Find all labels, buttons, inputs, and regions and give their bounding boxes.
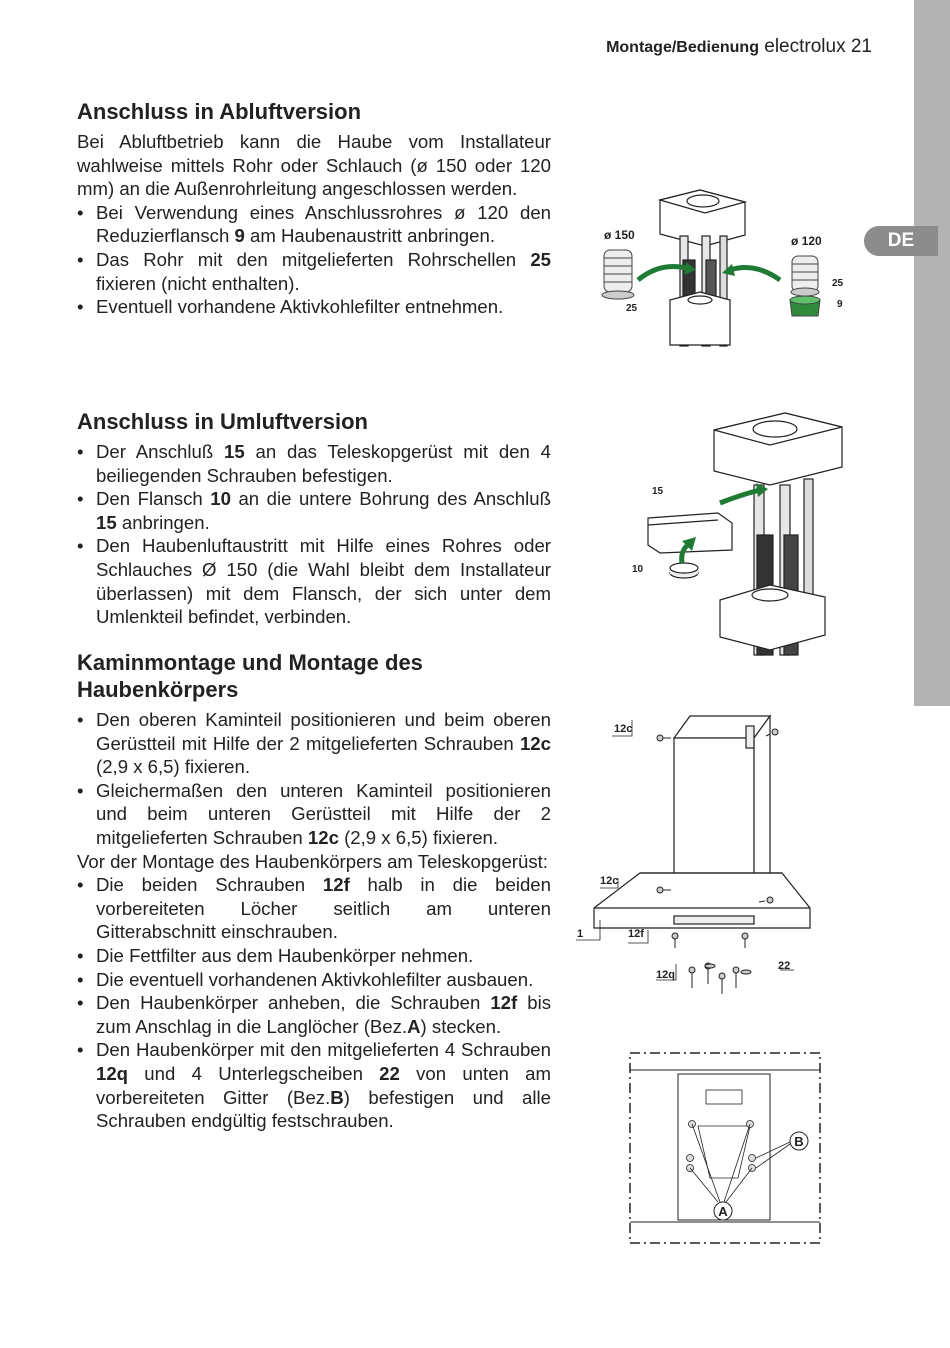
intro-paragraph: Bei Abluftbetrieb kann die Haube vom Installateur wahlweise mittels Rohr oder Schlauch (ø 150 oder 120 mm) an die Außenrohrleitung angeschlossen werden. <box>77 131 551 200</box>
list-item: • Den Haubenkörper anheben, die Schrauben 12f bis zum Anschlag in die Langlöcher (Bez.A) stecken. <box>77 991 551 1038</box>
section-title: Kaminmontage und Montage des Haubenkörpers <box>77 650 423 702</box>
label-9: 9 <box>837 299 843 310</box>
section-kaminmontage <box>77 649 551 1133</box>
label-25-left: 25 <box>626 303 638 314</box>
label-25-right: 25 <box>832 278 844 289</box>
section-title: Anschluss in Umluftversion <box>77 409 368 434</box>
bullet-list <box>77 708 551 850</box>
page-number: 21 <box>850 36 872 57</box>
figure-abluft <box>590 180 860 350</box>
list-item: • Bei Verwendung eines Anschlussrohres ø 120 den Reduzierflansch 9 am Haubenaustritt anbringen. <box>77 201 551 248</box>
label-12f: 12f <box>628 928 644 940</box>
section-abluft <box>77 98 551 319</box>
abluft-illustration <box>590 180 860 350</box>
label-15: 15 <box>652 486 664 497</box>
label-12c-mid: 12c <box>600 875 619 887</box>
label-120: ø 120 <box>791 234 822 248</box>
page-header <box>606 36 872 58</box>
figure-kaminmontage <box>570 708 820 998</box>
section-umluft <box>77 408 551 629</box>
figure-umluft <box>620 405 860 665</box>
paragraph: Vor der Montage des Haubenkörpers am Teleskopgerüst: <box>77 850 548 872</box>
label-a: A <box>718 1204 728 1219</box>
header-section: Montage/Bedienung <box>606 39 759 56</box>
bullet-list <box>77 201 551 319</box>
grid-detail-illustration <box>628 1050 824 1248</box>
list-item: • Die Fettfilter aus dem Haubenkörper nehmen. <box>77 944 551 968</box>
label-1: 1 <box>577 928 584 940</box>
kaminmontage-illustration <box>570 708 820 998</box>
list-item: • Den Flansch 10 an die untere Bohrung des Anschluß 15 anbringen. <box>77 487 551 534</box>
list-item: • Die beiden Schrauben 12f halb in die beiden vorbereiteten Löcher seitlich am unteren Gitterabschnitt einschrauben. <box>77 873 551 944</box>
language-badge: DE <box>864 226 938 256</box>
figure-grid-detail <box>628 1050 824 1248</box>
list-item: • Eventuell vorhandene Aktivkohlefilter entnehmen. <box>77 295 551 319</box>
bullet-list <box>77 873 551 1133</box>
list-item: • Den oberen Kaminteil positionieren und beim oberen Gerüstteil mit Hilfe der 2 mitgelieferten Schrauben 12c (2,9 x 6,5) fixieren. <box>77 708 551 779</box>
header-brand: electrolux <box>764 36 846 57</box>
list-item: • Der Anschluß 15 an das Teleskopgerüst mit den 4 beiliegenden Schrauben befestigen. <box>77 440 551 487</box>
list-item: • Den Haubenluftaustritt mit Hilfe eines Rohres oder Schlauches Ø 150 (die Wahl bleibt dem Installateur überlassen) mit dem Flansch, der sich unter dem Umlenkteil befindet, verbinden. <box>77 534 551 628</box>
label-150: ø 150 <box>604 228 635 242</box>
list-item: • Das Rohr mit den mitgelieferten Rohrschellen 25 fixieren (nicht enthalten). <box>77 248 551 295</box>
umluft-illustration <box>620 405 860 665</box>
label-b: B <box>794 1134 804 1149</box>
section-title: Anschluss in Abluftversion <box>77 99 362 124</box>
label-12c-top: 12c <box>614 723 633 735</box>
bullet-list <box>77 440 551 629</box>
list-item: • Die eventuell vorhandenen Aktivkohlefilter ausbauen. <box>77 968 551 992</box>
side-tab <box>914 0 950 706</box>
label-22: 22 <box>778 960 791 972</box>
list-item: • Gleichermaßen den unteren Kaminteil positionieren und beim unteren Gerüstteil mit Hilfe der 2 mitgelieferten Schrauben 12c (2,9 x 6,5) fixieren. <box>77 779 551 850</box>
label-10: 10 <box>632 564 644 575</box>
list-item: • Den Haubenkörper mit den mitgelieferten 4 Schrauben 12q und 4 Unterlegscheiben 22 von unten am vorbereiteten Gitter (Bez.B) befestigen und alle Schrauben endgültig festschrauben. <box>77 1038 551 1132</box>
label-12q: 12q <box>656 969 675 981</box>
